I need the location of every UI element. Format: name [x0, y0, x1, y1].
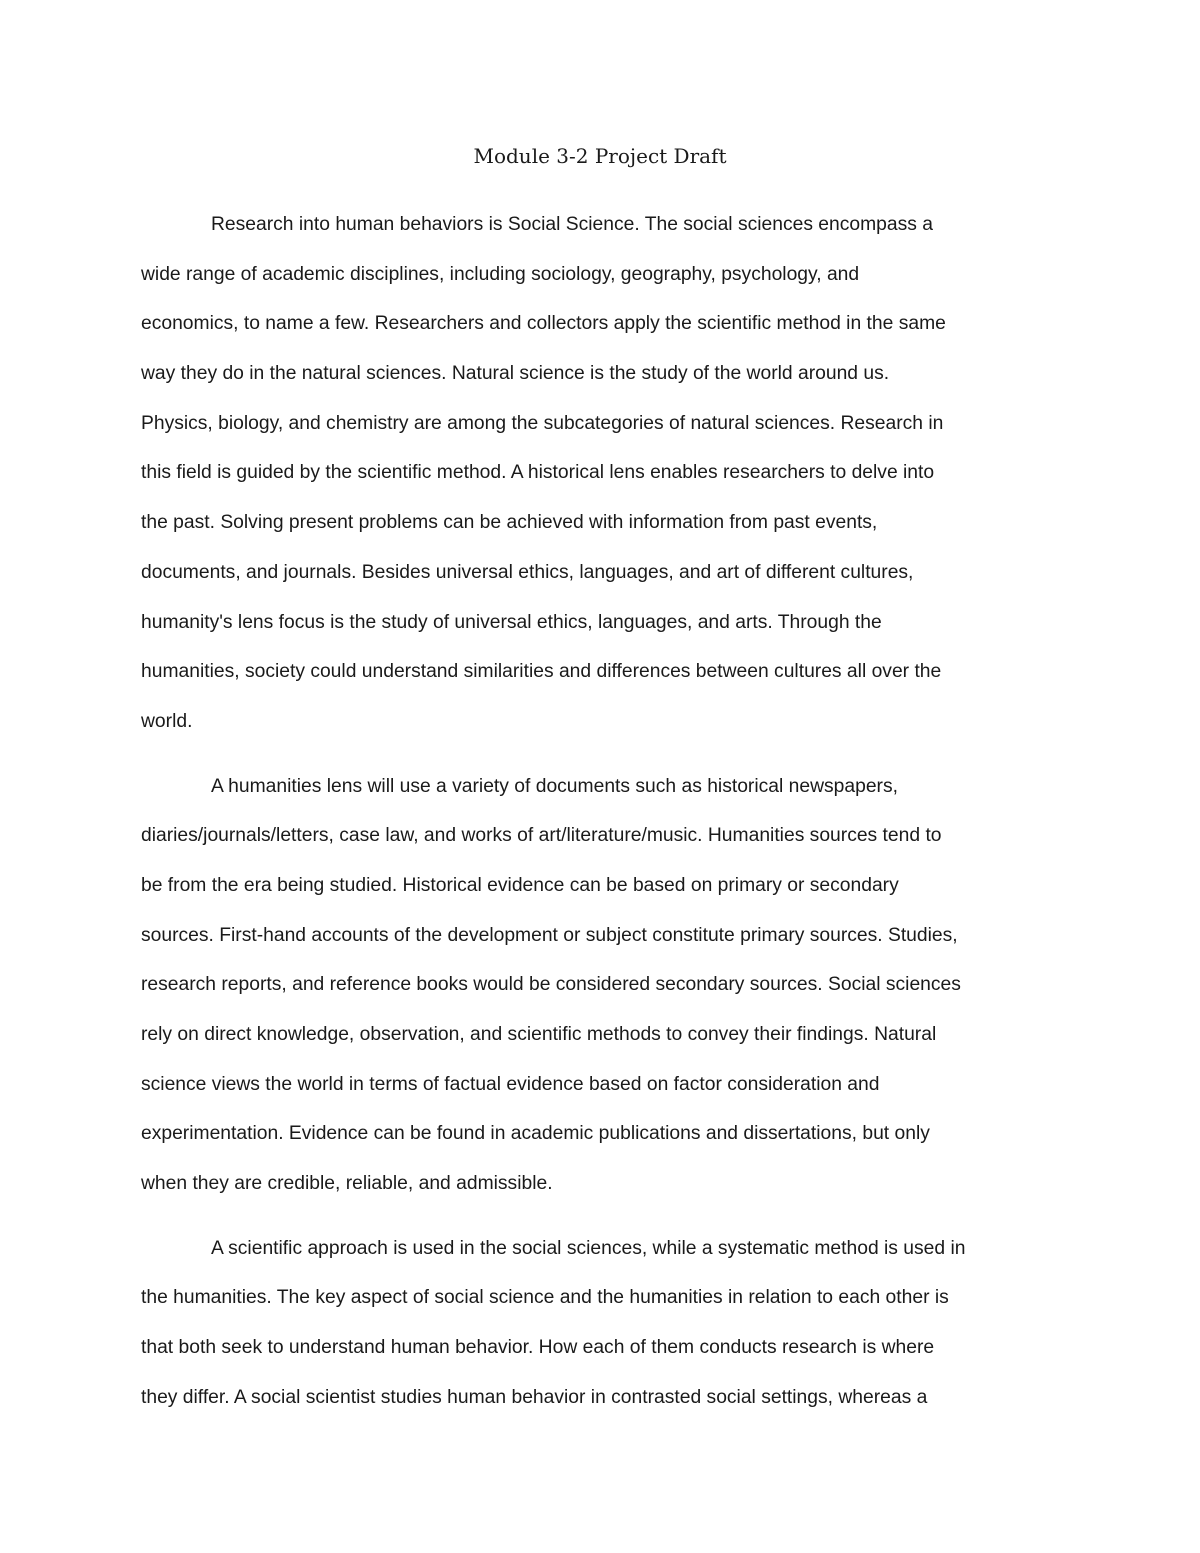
text-line: world.: [141, 710, 193, 732]
text-line: Research into human behaviors is Social Science. The social sciences encompass a: [211, 214, 933, 235]
text-line: science views the world in terms of factual evidence based on factor consideration and: [141, 1073, 880, 1095]
text-line: economics, to name a few. Researchers and collectors apply the scientific method in the same: [141, 313, 946, 335]
text-line: A scientific approach is used in the social sciences, while a systematic method is used in: [211, 1237, 966, 1259]
text-line: A humanities lens will use a variety of documents such as historical newspapers,: [211, 775, 898, 797]
text-line: experimentation. Evidence can be found in academic publications and dissertations, but only: [141, 1123, 930, 1145]
text-line: humanity's lens focus is the study of universal ethics, languages, and arts. Through the: [141, 611, 882, 633]
text-line: documents, and journals. Besides universal ethics, languages, and art of different cultures,: [141, 561, 914, 583]
text-line: diaries/journals/letters, case law, and works of art/literature/music. Humanities sources tend to: [141, 825, 942, 847]
paragraph-1: [141, 200, 1063, 747]
text-line: when they are credible, reliable, and admissible.: [141, 1173, 553, 1195]
text-line: be from the era being studied. Historical evidence can be based on primary or secondary: [141, 874, 899, 896]
text-line: rely on direct knowledge, observation, and scientific methods to convey their findings. Natural: [141, 1024, 937, 1045]
text-line: Physics, biology, and chemistry are among the subcategories of natural sciences. Research in: [141, 412, 944, 434]
text-line: humanities, society could understand similarities and differences between cultures all over the: [141, 661, 942, 683]
text-line: research reports, and reference books would be considered secondary sources. Social sciences: [141, 974, 961, 996]
paragraph-3: [141, 1224, 1063, 1423]
text-line: wide range of academic disciplines, including sociology, geography, psychology, and: [141, 263, 860, 285]
text-line: the past. Solving present problems can be achieved with information from past events,: [141, 512, 878, 534]
text-line: the humanities. The key aspect of social science and the humanities in relation to each other is: [141, 1287, 949, 1309]
document-body: [141, 200, 1063, 1423]
paragraph-2: [141, 762, 1063, 1209]
text-line: way they do in the natural sciences. Natural science is the study of the world around us.: [141, 363, 890, 385]
document-title: Module 3-2 Project Draft: [473, 144, 727, 168]
text-line: sources. First-hand accounts of the development or subject constitute primary sources. Studies,: [141, 924, 958, 946]
text-line: they differ. A social scientist studies human behavior in contrasted social settings, whereas a: [141, 1386, 928, 1408]
text-line: this field is guided by the scientific method. A historical lens enables researchers to delve into: [141, 462, 935, 484]
text-line: that both seek to understand human behavior. How each of them conducts research is where: [141, 1337, 935, 1359]
